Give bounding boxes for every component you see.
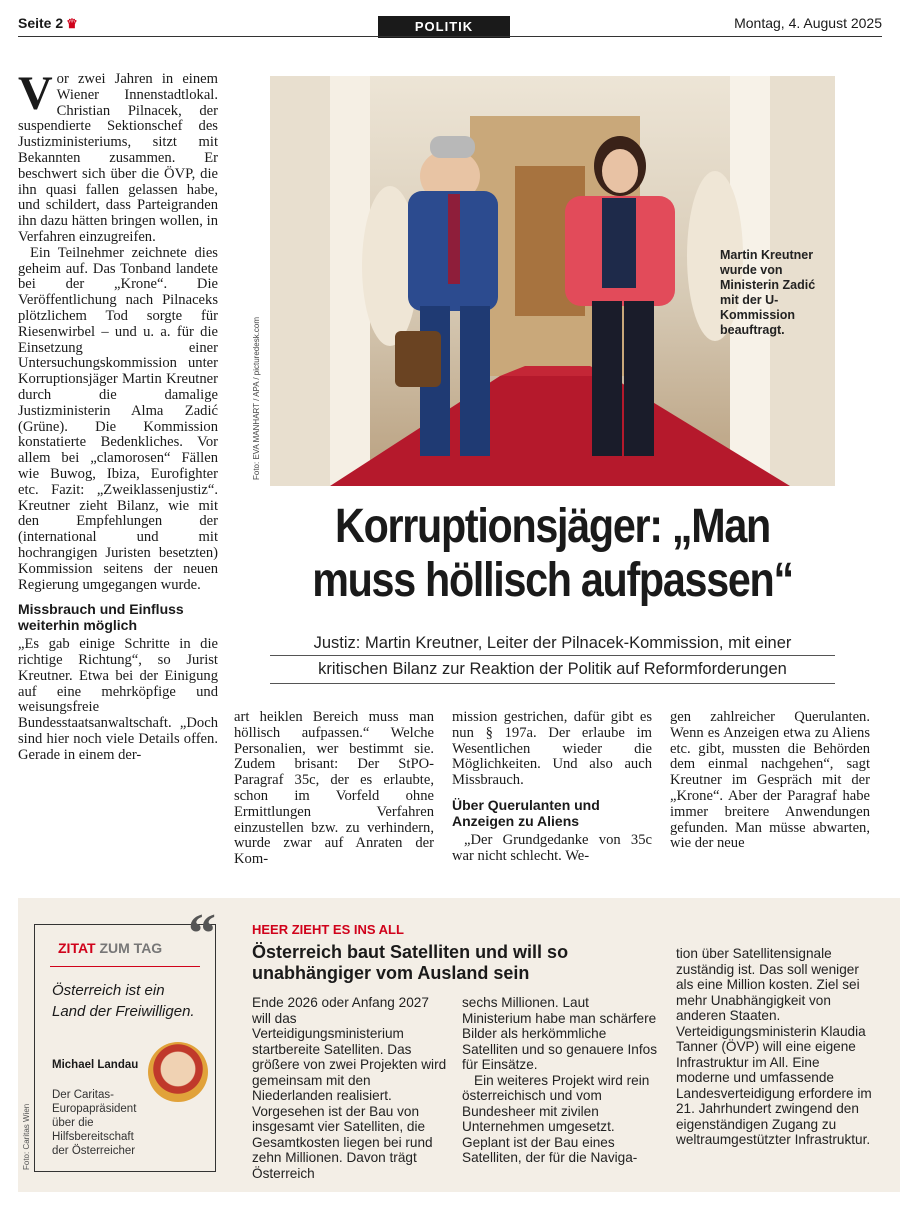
section-label: POLITIK [378, 16, 510, 38]
paragraph: Ein Teilnehmer zeichnete dies geheim auf. Das Tonband landete bei der „Krone“. Die Veröffentlichung nach Pilnaceks plötzlichem Tod sorgte für Riesenwirbel – und u. a. für die Einsetzung einer Untersuchungskommission unter Korruptionsjäger Martin Kreutner durch die damalige Justizministerin Alma Zadić (Grüne). Die Kommission konstatierte Bedenkliches. Vor allem bei „clamorosen“ Fällen wie Buwog, Ibiza, Eurofighter etc. Fazit: „Zweiklassenjustiz“. Kreutner zieht Bilanz, wie mit den Empfehlungen der (international und mit hochrangigen Juristen besetzten) Kommission seitens der neuen Regierung umgegangen wurde. [18, 244, 218, 593]
header-rule [18, 36, 882, 37]
page-header [18, 10, 882, 40]
paragraph: art heiklen Bereich muss man höllisch aufpassen.“ Welche Personalien, wer bestimmt sie. Zudem brisant: Der StPO-Paragraf 35c, der es erlaubte, schon im Vorfeld ohne Ermittlungen Verfahren einzustellen bzw. zu verhindern, wurde zwar auf Anraten der Kom- [234, 709, 434, 868]
photo-caption: Martin Kreutner wurde von Ministerin Zadić mit der U-Kommission beauftragt. [720, 248, 816, 337]
paragraph: Ende 2026 oder Anfang 2027 will das Verteidigungsministerium startbereite Satelliten. Das größere von zwei Projekten wird gemeinsam mit den Niederlanden realisiert. Vorgesehen ist der Bau von insgesamt vier Satelliten, die Gesamtkosten liegen bei rund zehn Millionen. Davon trägt Österreich [252, 995, 447, 1181]
box-kicker: HEER ZIEHT ES INS ALL [252, 922, 404, 937]
quote-author: Michael Landau [52, 1059, 139, 1071]
paragraph: gen zahlreicher Querulanten. Wenn es Anzeigen etwa zu Aliens etc. gibt, mussten die Behörden dem einmal nachgehen“, sagt Kreutner im Gespräch mit der „Krone“. Aber der Paragraf habe immer breitere Anwendungen gefunden. Man müsse abwarten, wie der neue [670, 709, 870, 852]
article-column-3 [452, 710, 652, 865]
deck: Justiz: Martin Kreutner, Leiter der Pilnacek-Kommission, mit einer kritischen Bilanz zur Reaktion der Politik auf Reformforderungen [313, 634, 792, 678]
photo-credit: Foto: EVA MANHART / APA / picturedesk.com [252, 316, 261, 480]
box-column-2 [462, 995, 658, 1166]
lead-paragraph: Vor zwei Jahren in einem Wiener Innenstadtlokal. Christian Pilnacek, der suspendierte Sektionschef des Justizministeriums, sitzt mit Bekannten zusammen. Er beschwert sich über die ÖVP, die ihn quasi fallen gelassen habe, und schildert, dass Parteigranden ihn dazu hätten bringen wollen, in Verfahren einzugreifen. [18, 67, 218, 245]
quote-role: Der Caritas-Europapräsident über die Hilfsbereitschaft der Österreicher [52, 1089, 137, 1157]
article-column-2 [234, 710, 434, 868]
paragraph: „Der Grundgedanke von 35c war nicht schlecht. We- [452, 831, 652, 864]
dropcap: V [18, 67, 53, 120]
box-column-3 [676, 946, 872, 1148]
quote-mark-icon: “ [188, 903, 216, 965]
box-column-1 [252, 995, 448, 1181]
paragraph: mission gestrichen, dafür gibt es nun § 197a. Der erlaube im Wesentlichen wieder die Möglichkeiten. Und also auch Missbrauch. [452, 709, 652, 789]
paragraph: „Es gab einige Schritte in die richtige Richtung“, so Jurist Kreutner. Etwa bei der Einigung auf eine mehrköpfige und weisungsfreie Bundesstaatsanwaltschaft. „Doch sind hier noch viele Details offen. Gerade in einem der- [18, 636, 218, 763]
deck-rule [270, 655, 835, 656]
paragraph: tion über Satellitensignale zuständig ist. Das soll weniger als eine Million kosten. Ziel sei mehr Unabhängigkeit von anderen Staaten. Verteidigungsministerin Klaudia Tanner (ÖVP) will eine eigene Infrastruktur im All. Eine moderne und umfassende Landesverteidigung erfordere im 21. Jahrhundert zwingend den eigenständigen Zugang zu weltraumgestützter Infrastruktur. [676, 946, 872, 1147]
page-number: Seite 2 ♛ [18, 15, 78, 31]
subheading: Über Querulanten und Anzeigen zu Aliens [452, 796, 600, 829]
issue-date: Montag, 4. August 2025 [734, 15, 882, 31]
deck-rule [270, 683, 835, 684]
quote-label: ZITAT ZUM TAG [58, 940, 163, 956]
avatar [148, 1042, 208, 1102]
quote-rule [50, 966, 200, 967]
headline: Korruptionsjäger: „Man muss höllisch aufpassen“ [312, 500, 793, 607]
quote-text: Österreich ist ein Land der Freiwilligen. [52, 982, 195, 1020]
paragraph: sechs Millionen. Laut Ministerium habe man schärfere Bilder als herkömmliche Satelliten und so genauere Infos für Einsätze. [462, 995, 657, 1072]
paragraph: Ein weiteres Projekt wird rein österreichisch und vom Bundesheer mit zivilen Unternehmen umgesetzt. Geplant ist der Bau eines Satelliten, der für die Naviga- [462, 1072, 650, 1165]
article-left-column [18, 67, 218, 764]
crown-icon: ♛ [66, 16, 78, 31]
photo-credit: Foto: Caritas Wien [22, 1103, 31, 1170]
box-headline: Österreich baut Satelliten und will so unabhängiger vom Ausland sein [252, 942, 569, 983]
subheading: Missbrauch und Einfluss weiterhin möglich [18, 601, 184, 634]
article-column-4 [670, 710, 870, 852]
